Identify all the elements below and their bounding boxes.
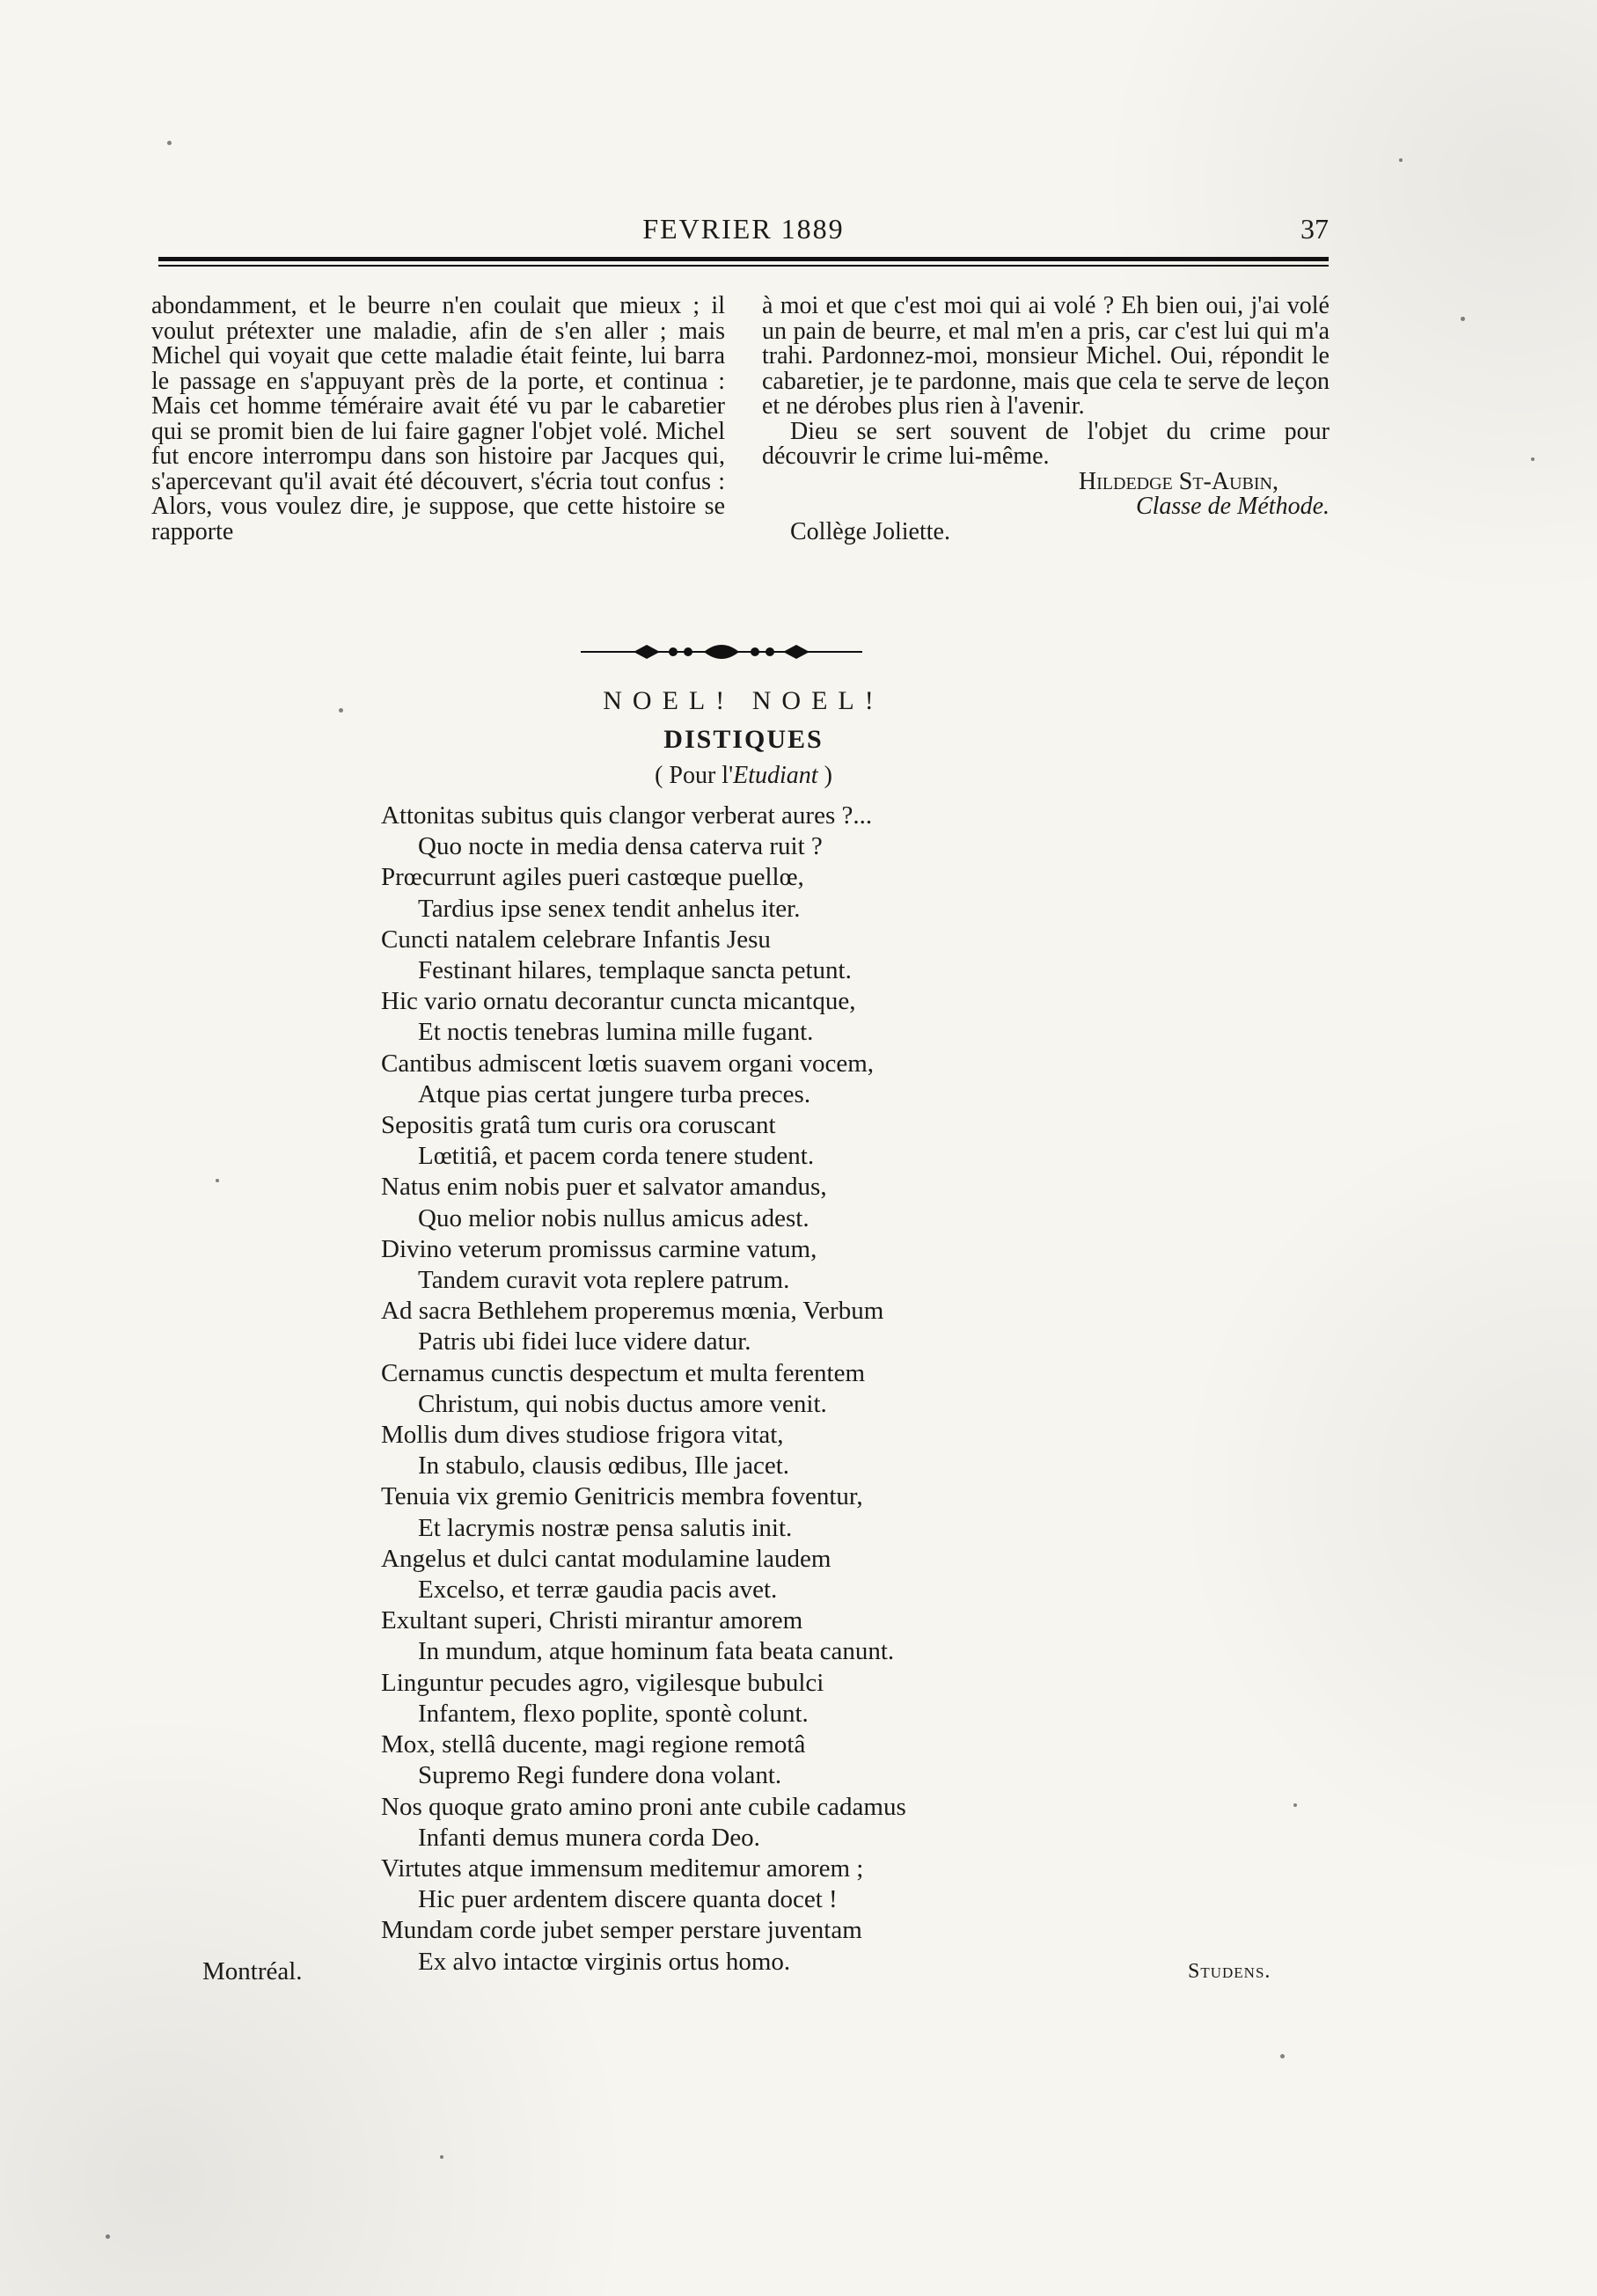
page-number: 37 [1300, 213, 1329, 245]
poem-subtitle-end: ) [817, 762, 832, 789]
poem-line: Exultant superi, Christi mirantur amorem [381, 1606, 803, 1635]
poem-line: Linguntur pecudes agro, vigilesque bubulci [381, 1668, 824, 1697]
poem-line: Quo nocte in media densa caterva ruit ? [418, 832, 823, 861]
poem-subtitle-start: ( Pour l' [655, 762, 734, 789]
poem-line: Tardius ipse senex tendit anhelus iter. [418, 894, 801, 923]
story-paragraph: abondamment, et le beurre n'en coulait que mieux ; il voulut prétexter une maladie, afin de s'en aller ; mais Michel qui voyait que cette maladie était feinte, lui barra le passage en s'appuyant près de la porte, et continua : Mais cet homme téméraire avait été vu par le cabaretier qui se promit bien de lui faire gagner l'objet volé. Michel fut encore interrompu dans son histoire par Jacques qui, s'apercevant qu'il avait été découvert, s'écria tout confus : Alors, vous voulez dire, je suppose, que cette histoire se rapporte [151, 292, 725, 545]
scan-speck [167, 141, 172, 145]
running-title: FEVRIER 1889 [642, 213, 845, 245]
poem-line: Infanti demus munera corda Deo. [418, 1823, 760, 1852]
poem-line: Et noctis tenebras lumina mille fugant. [418, 1018, 814, 1047]
story-signature-class: Classe de Méthode. [1135, 493, 1330, 520]
poem-title: DISTIQUES [663, 725, 824, 754]
story-right-column [762, 294, 1330, 545]
poem-subtitle-publication: Etudiant [733, 762, 818, 789]
poem-lines [381, 801, 1111, 1978]
story-paragraph: à moi et que c'est moi qui ai volé ? Eh bien oui, j'ai volé un pain de beurre, et mal m'en a pris, car c'est lui qui m'a trahi. Pardonnez-moi, monsieur Michel. Oui, répondit le cabaretier, je te pardonne, mais que cela te serve de leçon et ne dérobes plus rien à l'avenir. [762, 292, 1330, 420]
poem-line: Attonitas subitus quis clangor verberat aures ?... [381, 801, 873, 830]
poem-line: Patris ubi fidei luce videre datur. [418, 1327, 751, 1356]
poem-line: Infantem, flexo poplite, spontè colunt. [418, 1699, 809, 1728]
scan-speck [440, 2155, 443, 2159]
poem-heading: NOEL! NOEL! [603, 686, 884, 715]
poem-line: Divino veterum promissus carmine vatum, [381, 1234, 817, 1263]
scan-speck [106, 2234, 110, 2239]
poem-line: In stabulo, clausis œdibus, Ille jacet. [418, 1451, 790, 1481]
poem-line: Atque pias certat jungere turba preces. [418, 1079, 811, 1108]
header-rule [158, 257, 1329, 261]
poem-line: Tandem curavit vota replere patrum. [418, 1266, 790, 1295]
poem-line: Et lacrymis nostræ pensa salutis init. [418, 1513, 793, 1542]
poem-subtitle [158, 762, 1329, 790]
scan-speck [1399, 158, 1403, 162]
scan-speck [1293, 1803, 1297, 1807]
poem-line: Tenuia vix gremio Genitricis membra foventur, [381, 1482, 863, 1511]
scan-speck [1461, 317, 1465, 321]
ornament-separator [581, 634, 862, 669]
poem-line: Nos quoque grato amino proni ante cubile cadamus [381, 1792, 906, 1821]
poem-line: Hic vario ornatu decorantur cuncta micantque, [381, 987, 856, 1016]
poem-line: Lœtitiâ, et pacem corda tenere student. [418, 1142, 815, 1171]
poem-author: Studens. [1188, 1960, 1271, 1983]
poem-line: Supremo Regi fundere dona volant. [418, 1761, 782, 1790]
poem-line: Cernamus cunctis despectum et multa ferentem [381, 1358, 866, 1387]
scan-speck [1280, 2054, 1285, 2058]
poem-place: Montréal. [202, 1957, 303, 1985]
poem-line: Sepositis gratâ tum curis ora coruscant [381, 1111, 776, 1140]
scan-speck [216, 1179, 219, 1182]
poem-line: Mollis dum dives studiose frigora vitat, [381, 1421, 784, 1450]
poem-line: Ad sacra Bethlehem properemus mœnia, Verbum [381, 1297, 884, 1326]
story-signature: Hildedge St-Aubin, [1078, 467, 1278, 495]
poem-line: In mundum, atque hominum fata beata canunt. [418, 1637, 895, 1666]
poem-line: Excelso, et terræ gaudia pacis avet. [418, 1576, 778, 1605]
poem-line: Cantibus admiscent lœtis suavem organi vocem, [381, 1049, 875, 1078]
story-left-column [151, 294, 725, 545]
running-head [158, 213, 1329, 252]
scan-speck [1531, 457, 1535, 461]
story-moral: Dieu se sert souvent de l'objet du crime pour découvrir le crime lui-même. [762, 417, 1330, 470]
poem-line: Natus enim nobis puer et salvator amandus, [381, 1173, 827, 1202]
poem-line: Hic puer ardentem discere quanta docet ! [418, 1885, 838, 1914]
header-rule-thin [158, 265, 1329, 267]
poem-line: Angelus et dulci cantat modulamine laudem [381, 1544, 831, 1573]
story-college: Collège Joliette. [790, 517, 950, 545]
poem-line: Ex alvo intactœ virginis ortus homo. [418, 1947, 791, 1976]
poem-line: Mundam corde jubet semper perstare juventam [381, 1916, 862, 1945]
poem-line: Cuncti natalem celebrare Infantis Jesu [381, 925, 771, 954]
poem-line: Mox, stellâ ducente, magi regione remotâ [381, 1730, 806, 1759]
poem-line: Prœcurrunt agiles pueri castœque puellœ, [381, 863, 804, 892]
poem-line: Christum, qui nobis ductus amore venit. [418, 1389, 827, 1418]
poem-line: Quo melior nobis nullus amicus adest. [418, 1203, 809, 1232]
poem-line: Virtutes atque immensum meditemur amorem ; [381, 1854, 864, 1883]
poem-line: Festinant hilares, templaque sancta petunt. [418, 956, 852, 985]
